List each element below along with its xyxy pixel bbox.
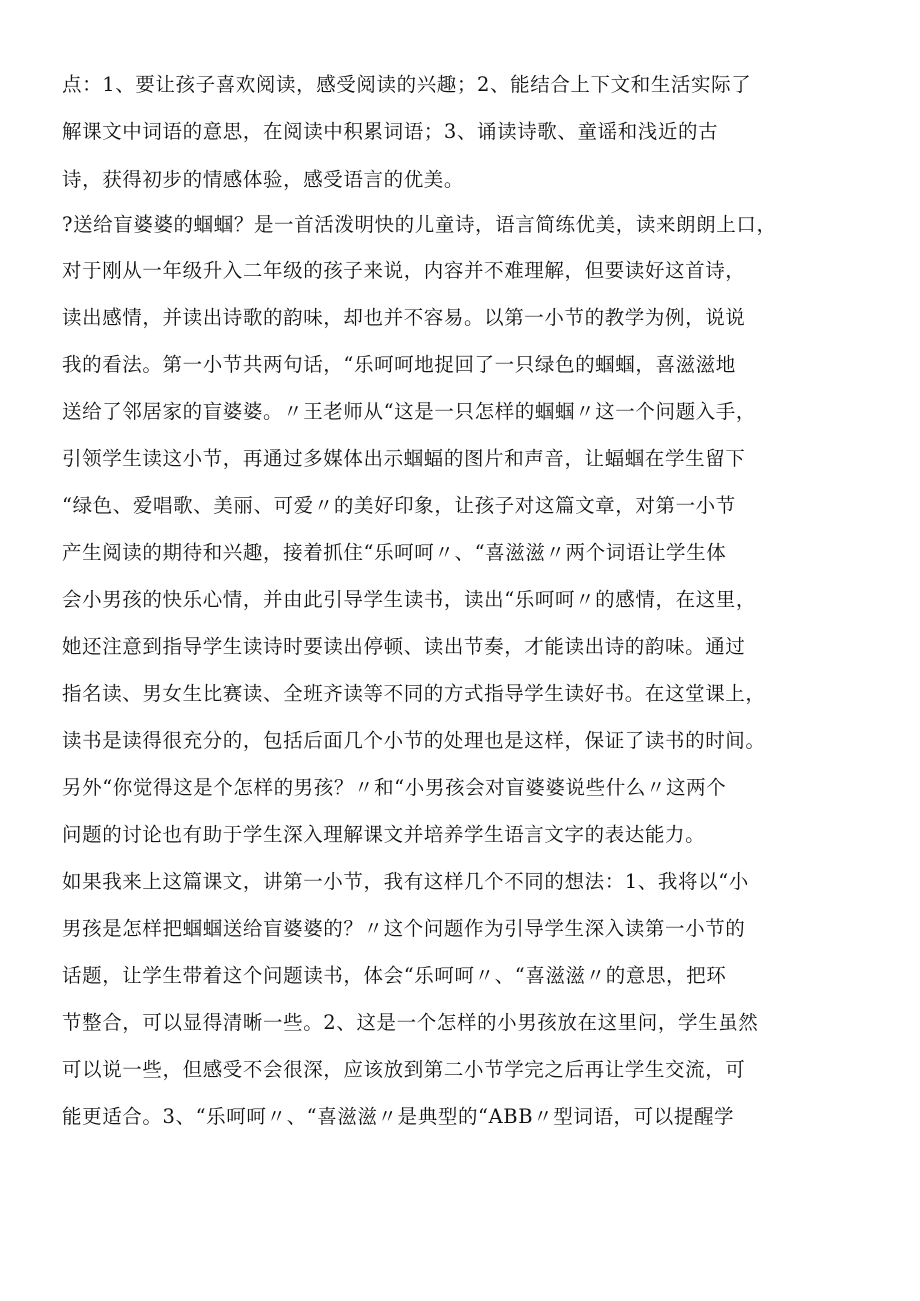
text-line-7: 我的看法。第一小节共两句话，“乐呵呵地捉回了一只绿色的蝈蝈，喜滋滋地	[62, 353, 736, 376]
text-line-6: 读出感情，并读出诗歌的韵味，却也并不容易。以第一小节的教学为例，说说	[62, 306, 746, 329]
text-line-13: 她还注意到指导学生读诗时要读出停顿、读出节奏，才能读出诗的韵味。通过	[62, 635, 746, 658]
text-line-3: 诗，获得初步的情感体验，感受语言的优美。	[62, 168, 465, 191]
text-line-5: 对于刚从一年级升入二年级的孩子来说，内容并不难理解，但要读好这首诗，	[62, 259, 746, 282]
text-line-22: 可以说一些，但感受不会很深，应该放到第二小节学完之后再让学生交流，可	[62, 1058, 746, 1081]
text-line-12: 会小男孩的快乐心情，并由此引导学生读书，读出“乐呵呵〃的感情，在这里，	[62, 588, 756, 611]
text-line-8: 送给了邻居家的盲婆婆。〃王老师从“这是一只怎样的蝈蝈〃这一个问题入手，	[62, 400, 756, 423]
text-line-4: ?送给盲婆婆的蝈蝈？是一首活泼明快的儿童诗，语言简练优美，读来朗朗上口，	[62, 213, 777, 236]
text-line-1: 点：1、要让孩子喜欢阅读，感受阅读的兴趣；2、能结合上下文和生活实际了	[62, 73, 752, 96]
text-line-19: 男孩是怎样把蝈蝈送给盲婆婆的？〃这个问题作为引导学生深入读第一小节的	[62, 917, 746, 940]
text-line-9: 引领学生读这小节，再通过多媒体出示蝈蝠的图片和声音，让蝠蝈在学生留下	[62, 447, 746, 470]
text-line-23: 能更适合。3、“乐呵呵〃、“喜滋滋〃是典型的“ABB〃型词语，可以提醒学	[62, 1105, 735, 1128]
text-line-20: 话题，让学生带着这个问题读书，体会“乐呵呵〃、“喜滋滋〃的意思，把环	[62, 964, 727, 987]
text-line-11: 产生阅读的期待和兴趣，接着抓住“乐呵呵〃、“喜滋滋〃两个词语让学生体	[62, 541, 727, 564]
text-line-10: “绿色、爱唱歌、美丽、可爱〃的美好印象，让孩子对这篇文章，对第一小节	[62, 494, 736, 517]
text-line-16: 另外“你觉得这是个怎样的男孩？〃和“小男孩会对盲婆婆说些什么〃这两个	[62, 776, 727, 799]
text-line-15: 读书是读得很充分的，包括后面几个小节的处理也是这样，保证了读书的时间。	[62, 729, 766, 752]
text-line-14: 指名读、男女生比赛读、全班齐读等不同的方式指导学生读好书。在这堂课上，	[62, 682, 766, 705]
text-line-21: 节整合，可以显得清晰一些。2、这是一个怎样的小男孩放在这里问，学生虽然	[62, 1011, 759, 1034]
text-line-17: 问题的讨论也有助于学生深入理解课文并培养学生语言文字的表达能力。	[62, 823, 706, 846]
text-line-18: 如果我来上这篇课文，讲第一小节，我有这样几个不同的想法：1、我将以“小	[62, 870, 749, 893]
text-line-2: 解课文中词语的意思，在阅读中积累词语；3、诵读诗歌、童谣和浅近的古	[62, 120, 719, 143]
